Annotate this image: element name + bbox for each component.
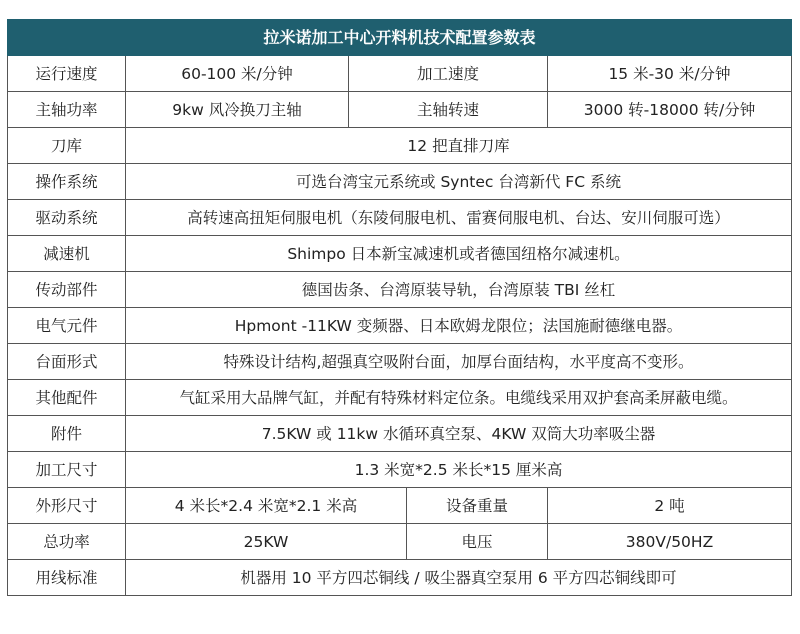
row-value: 60-100 米/分钟 <box>126 56 349 92</box>
row-value: 德国齿条、台湾原装导轨，台湾原装 TBI 丝杠 <box>126 272 792 308</box>
spec-sheet <box>7 19 791 596</box>
table-row <box>8 524 792 560</box>
row-value: 机器用 10 平方四芯铜线 / 吸尘器真空泵用 6 平方四芯铜线即可 <box>126 560 792 596</box>
row-value: Shimpo 日本新宝减速机或者德国纽格尔减速机。 <box>126 236 792 272</box>
table-row <box>8 272 792 308</box>
row-value: 特殊设计结构,超强真空吸附台面，加厚台面结构，水平度高不变形。 <box>126 344 792 380</box>
row-value: 380V/50HZ <box>548 524 792 560</box>
row-label: 设备重量 <box>407 488 548 524</box>
row-value: 25KW <box>126 524 407 560</box>
table-row <box>8 452 792 488</box>
row-label: 操作系统 <box>8 164 126 200</box>
row-value: Hpmont -11KW 变频器、日本欧姆龙限位；法国施耐德继电器。 <box>126 308 792 344</box>
table-row <box>8 56 792 92</box>
table-row <box>8 164 792 200</box>
row-label: 主轴转速 <box>349 92 548 128</box>
row-label: 其他配件 <box>8 380 126 416</box>
row-value: 1.3 米宽*2.5 米长*15 厘米高 <box>126 452 792 488</box>
row-label: 总功率 <box>8 524 126 560</box>
row-label: 外形尺寸 <box>8 488 126 524</box>
row-value: 12 把直排刀库 <box>126 128 792 164</box>
row-value: 可选台湾宝元系统或 Syntec 台湾新代 FC 系统 <box>126 164 792 200</box>
row-label: 加工速度 <box>349 56 548 92</box>
table-row <box>8 416 792 452</box>
row-label: 减速机 <box>8 236 126 272</box>
row-value: 9kw 风冷换刀主轴 <box>126 92 349 128</box>
row-label: 附件 <box>8 416 126 452</box>
row-label: 电气元件 <box>8 308 126 344</box>
row-label: 运行速度 <box>8 56 126 92</box>
table-row <box>8 92 792 128</box>
table-row <box>8 236 792 272</box>
table-row <box>8 380 792 416</box>
row-value: 高转速高扭矩伺服电机（东陵伺服电机、雷赛伺服电机、台达、安川伺服可选） <box>126 200 792 236</box>
row-value: 3000 转-18000 转/分钟 <box>548 92 792 128</box>
row-label: 驱动系统 <box>8 200 126 236</box>
row-value: 7.5KW 或 11kw 水循环真空泵、4KW 双筒大功率吸尘器 <box>126 416 792 452</box>
row-value: 4 米长*2.4 米宽*2.1 米高 <box>126 488 407 524</box>
row-label: 台面形式 <box>8 344 126 380</box>
row-label: 加工尺寸 <box>8 452 126 488</box>
row-label: 主轴功率 <box>8 92 126 128</box>
row-value: 气缸采用大品牌气缸，并配有特殊材料定位条。电缆线采用双护套高柔屏蔽电缆。 <box>126 380 792 416</box>
table-row <box>8 200 792 236</box>
table-row <box>8 560 792 596</box>
table-row <box>8 128 792 164</box>
row-label: 刀库 <box>8 128 126 164</box>
row-value: 2 吨 <box>548 488 792 524</box>
table-title: 拉米诺加工中心开料机技术配置参数表 <box>8 20 792 56</box>
row-label: 传动部件 <box>8 272 126 308</box>
row-label: 电压 <box>407 524 548 560</box>
table-row <box>8 344 792 380</box>
table-row <box>8 488 792 524</box>
row-value: 15 米-30 米/分钟 <box>548 56 792 92</box>
spec-table <box>7 19 792 596</box>
table-row <box>8 308 792 344</box>
row-label: 用线标准 <box>8 560 126 596</box>
